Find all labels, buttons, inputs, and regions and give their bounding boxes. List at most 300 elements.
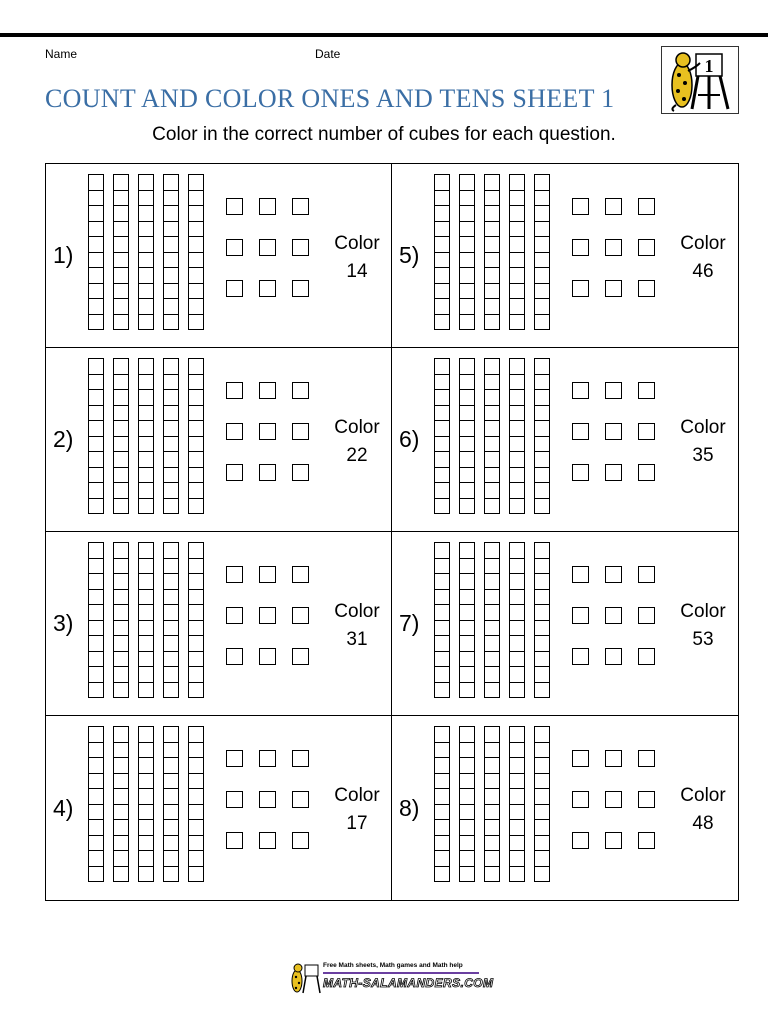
- rod-cube[interactable]: [113, 221, 129, 238]
- rod-cube[interactable]: [138, 651, 154, 668]
- rod-cube[interactable]: [434, 635, 450, 652]
- rod-cube[interactable]: [113, 620, 129, 637]
- rod-cube[interactable]: [484, 436, 500, 453]
- rod-cube[interactable]: [509, 819, 525, 836]
- rod-cube[interactable]: [459, 174, 475, 191]
- rod-cube[interactable]: [434, 835, 450, 852]
- rod-cube[interactable]: [188, 726, 204, 743]
- rod-cube[interactable]: [113, 788, 129, 805]
- one-cube[interactable]: [292, 239, 309, 256]
- rod-cube[interactable]: [434, 436, 450, 453]
- one-cube[interactable]: [226, 607, 243, 624]
- one-cube[interactable]: [292, 280, 309, 297]
- rod-cube[interactable]: [534, 283, 550, 300]
- one-cube[interactable]: [605, 791, 622, 808]
- rod-cube[interactable]: [113, 573, 129, 590]
- rod-cube[interactable]: [484, 620, 500, 637]
- rod-cube[interactable]: [459, 451, 475, 468]
- rod-cube[interactable]: [459, 850, 475, 867]
- rod-cube[interactable]: [509, 742, 525, 759]
- rod-cube[interactable]: [534, 620, 550, 637]
- rod-cube[interactable]: [88, 267, 104, 284]
- rod-cube[interactable]: [434, 573, 450, 590]
- rod-cube[interactable]: [188, 174, 204, 191]
- rod-cube[interactable]: [113, 374, 129, 391]
- rod-cube[interactable]: [138, 267, 154, 284]
- rod-cube[interactable]: [163, 726, 179, 743]
- rod-cube[interactable]: [163, 620, 179, 637]
- rod-cube[interactable]: [509, 604, 525, 621]
- rod-cube[interactable]: [434, 866, 450, 883]
- rod-cube[interactable]: [534, 835, 550, 852]
- rod-cube[interactable]: [88, 682, 104, 699]
- rod-cube[interactable]: [509, 420, 525, 437]
- rod-cube[interactable]: [459, 866, 475, 883]
- rod-cube[interactable]: [484, 190, 500, 207]
- rod-cube[interactable]: [113, 819, 129, 836]
- rod-cube[interactable]: [534, 374, 550, 391]
- rod-cube[interactable]: [434, 726, 450, 743]
- rod-cube[interactable]: [534, 726, 550, 743]
- rod-cube[interactable]: [434, 850, 450, 867]
- rod-cube[interactable]: [163, 682, 179, 699]
- rod-cube[interactable]: [459, 666, 475, 683]
- one-cube[interactable]: [259, 607, 276, 624]
- rod-cube[interactable]: [188, 804, 204, 821]
- rod-cube[interactable]: [188, 190, 204, 207]
- one-cube[interactable]: [259, 239, 276, 256]
- rod-cube[interactable]: [138, 604, 154, 621]
- rod-cube[interactable]: [88, 358, 104, 375]
- rod-cube[interactable]: [534, 174, 550, 191]
- rod-cube[interactable]: [484, 467, 500, 484]
- one-cube[interactable]: [605, 423, 622, 440]
- rod-cube[interactable]: [509, 666, 525, 683]
- rod-cube[interactable]: [113, 666, 129, 683]
- one-cube[interactable]: [292, 423, 309, 440]
- rod-cube[interactable]: [163, 773, 179, 790]
- rod-cube[interactable]: [484, 221, 500, 238]
- rod-cube[interactable]: [534, 558, 550, 575]
- rod-cube[interactable]: [88, 604, 104, 621]
- rod-cube[interactable]: [138, 190, 154, 207]
- rod-cube[interactable]: [88, 405, 104, 422]
- rod-cube[interactable]: [138, 374, 154, 391]
- one-cube[interactable]: [226, 464, 243, 481]
- rod-cube[interactable]: [459, 835, 475, 852]
- rod-cube[interactable]: [113, 498, 129, 515]
- rod-cube[interactable]: [88, 298, 104, 315]
- rod-cube[interactable]: [188, 651, 204, 668]
- rod-cube[interactable]: [113, 835, 129, 852]
- rod-cube[interactable]: [434, 804, 450, 821]
- rod-cube[interactable]: [534, 389, 550, 406]
- rod-cube[interactable]: [459, 221, 475, 238]
- rod-cube[interactable]: [88, 389, 104, 406]
- rod-cube[interactable]: [88, 190, 104, 207]
- rod-cube[interactable]: [88, 819, 104, 836]
- rod-cube[interactable]: [163, 374, 179, 391]
- rod-cube[interactable]: [484, 757, 500, 774]
- one-cube[interactable]: [226, 791, 243, 808]
- rod-cube[interactable]: [484, 498, 500, 515]
- rod-cube[interactable]: [484, 773, 500, 790]
- rod-cube[interactable]: [534, 542, 550, 559]
- rod-cube[interactable]: [188, 666, 204, 683]
- one-cube[interactable]: [638, 423, 655, 440]
- rod-cube[interactable]: [509, 788, 525, 805]
- rod-cube[interactable]: [459, 190, 475, 207]
- rod-cube[interactable]: [138, 726, 154, 743]
- rod-cube[interactable]: [459, 283, 475, 300]
- rod-cube[interactable]: [434, 174, 450, 191]
- one-cube[interactable]: [638, 648, 655, 665]
- rod-cube[interactable]: [138, 358, 154, 375]
- rod-cube[interactable]: [88, 451, 104, 468]
- rod-cube[interactable]: [163, 604, 179, 621]
- rod-cube[interactable]: [534, 757, 550, 774]
- rod-cube[interactable]: [113, 773, 129, 790]
- rod-cube[interactable]: [163, 221, 179, 238]
- rod-cube[interactable]: [88, 850, 104, 867]
- rod-cube[interactable]: [434, 451, 450, 468]
- rod-cube[interactable]: [434, 620, 450, 637]
- rod-cube[interactable]: [188, 682, 204, 699]
- rod-cube[interactable]: [88, 436, 104, 453]
- rod-cube[interactable]: [188, 467, 204, 484]
- rod-cube[interactable]: [88, 804, 104, 821]
- rod-cube[interactable]: [188, 298, 204, 315]
- rod-cube[interactable]: [188, 866, 204, 883]
- one-cube[interactable]: [259, 566, 276, 583]
- rod-cube[interactable]: [534, 267, 550, 284]
- rod-cube[interactable]: [138, 850, 154, 867]
- one-cube[interactable]: [605, 607, 622, 624]
- rod-cube[interactable]: [138, 682, 154, 699]
- one-cube[interactable]: [572, 648, 589, 665]
- rod-cube[interactable]: [138, 788, 154, 805]
- rod-cube[interactable]: [88, 788, 104, 805]
- rod-cube[interactable]: [509, 866, 525, 883]
- rod-cube[interactable]: [88, 420, 104, 437]
- rod-cube[interactable]: [509, 498, 525, 515]
- rod-cube[interactable]: [434, 604, 450, 621]
- one-cube[interactable]: [292, 382, 309, 399]
- one-cube[interactable]: [572, 464, 589, 481]
- one-cube[interactable]: [572, 566, 589, 583]
- rod-cube[interactable]: [484, 788, 500, 805]
- rod-cube[interactable]: [434, 651, 450, 668]
- one-cube[interactable]: [572, 198, 589, 215]
- rod-cube[interactable]: [484, 267, 500, 284]
- one-cube[interactable]: [572, 750, 589, 767]
- one-cube[interactable]: [259, 832, 276, 849]
- rod-cube[interactable]: [434, 542, 450, 559]
- rod-cube[interactable]: [163, 788, 179, 805]
- rod-cube[interactable]: [88, 726, 104, 743]
- rod-cube[interactable]: [188, 498, 204, 515]
- rod-cube[interactable]: [163, 190, 179, 207]
- rod-cube[interactable]: [509, 542, 525, 559]
- rod-cube[interactable]: [534, 358, 550, 375]
- rod-cube[interactable]: [484, 451, 500, 468]
- rod-cube[interactable]: [459, 467, 475, 484]
- rod-cube[interactable]: [434, 467, 450, 484]
- rod-cube[interactable]: [459, 804, 475, 821]
- rod-cube[interactable]: [459, 589, 475, 606]
- one-cube[interactable]: [259, 648, 276, 665]
- rod-cube[interactable]: [434, 420, 450, 437]
- rod-cube[interactable]: [138, 252, 154, 269]
- rod-cube[interactable]: [113, 804, 129, 821]
- rod-cube[interactable]: [534, 482, 550, 499]
- rod-cube[interactable]: [163, 866, 179, 883]
- rod-cube[interactable]: [188, 773, 204, 790]
- rod-cube[interactable]: [459, 205, 475, 222]
- one-cube[interactable]: [638, 239, 655, 256]
- rod-cube[interactable]: [484, 589, 500, 606]
- rod-cube[interactable]: [484, 358, 500, 375]
- rod-cube[interactable]: [138, 314, 154, 331]
- rod-cube[interactable]: [459, 819, 475, 836]
- one-cube[interactable]: [572, 423, 589, 440]
- rod-cube[interactable]: [188, 236, 204, 253]
- rod-cube[interactable]: [534, 866, 550, 883]
- rod-cube[interactable]: [138, 420, 154, 437]
- rod-cube[interactable]: [484, 314, 500, 331]
- one-cube[interactable]: [259, 750, 276, 767]
- one-cube[interactable]: [638, 566, 655, 583]
- rod-cube[interactable]: [138, 451, 154, 468]
- rod-cube[interactable]: [509, 835, 525, 852]
- one-cube[interactable]: [605, 198, 622, 215]
- rod-cube[interactable]: [138, 174, 154, 191]
- rod-cube[interactable]: [509, 190, 525, 207]
- rod-cube[interactable]: [434, 190, 450, 207]
- rod-cube[interactable]: [509, 298, 525, 315]
- rod-cube[interactable]: [113, 314, 129, 331]
- rod-cube[interactable]: [459, 788, 475, 805]
- rod-cube[interactable]: [138, 236, 154, 253]
- rod-cube[interactable]: [113, 190, 129, 207]
- rod-cube[interactable]: [509, 773, 525, 790]
- rod-cube[interactable]: [484, 298, 500, 315]
- rod-cube[interactable]: [113, 358, 129, 375]
- rod-cube[interactable]: [188, 389, 204, 406]
- rod-cube[interactable]: [534, 804, 550, 821]
- rod-cube[interactable]: [459, 252, 475, 269]
- rod-cube[interactable]: [484, 420, 500, 437]
- rod-cube[interactable]: [163, 666, 179, 683]
- rod-cube[interactable]: [509, 252, 525, 269]
- rod-cube[interactable]: [459, 298, 475, 315]
- rod-cube[interactable]: [88, 467, 104, 484]
- rod-cube[interactable]: [88, 205, 104, 222]
- rod-cube[interactable]: [163, 405, 179, 422]
- one-cube[interactable]: [259, 280, 276, 297]
- rod-cube[interactable]: [88, 757, 104, 774]
- rod-cube[interactable]: [88, 635, 104, 652]
- rod-cube[interactable]: [188, 221, 204, 238]
- one-cube[interactable]: [605, 648, 622, 665]
- rod-cube[interactable]: [509, 221, 525, 238]
- rod-cube[interactable]: [188, 757, 204, 774]
- rod-cube[interactable]: [534, 314, 550, 331]
- rod-cube[interactable]: [113, 389, 129, 406]
- rod-cube[interactable]: [509, 174, 525, 191]
- rod-cube[interactable]: [459, 389, 475, 406]
- rod-cube[interactable]: [534, 298, 550, 315]
- rod-cube[interactable]: [113, 542, 129, 559]
- rod-cube[interactable]: [434, 819, 450, 836]
- rod-cube[interactable]: [113, 405, 129, 422]
- rod-cube[interactable]: [163, 482, 179, 499]
- rod-cube[interactable]: [434, 267, 450, 284]
- rod-cube[interactable]: [188, 604, 204, 621]
- one-cube[interactable]: [292, 750, 309, 767]
- rod-cube[interactable]: [188, 620, 204, 637]
- one-cube[interactable]: [226, 648, 243, 665]
- rod-cube[interactable]: [188, 420, 204, 437]
- rod-cube[interactable]: [509, 283, 525, 300]
- rod-cube[interactable]: [163, 358, 179, 375]
- rod-cube[interactable]: [459, 358, 475, 375]
- rod-cube[interactable]: [534, 850, 550, 867]
- one-cube[interactable]: [292, 464, 309, 481]
- rod-cube[interactable]: [138, 742, 154, 759]
- one-cube[interactable]: [292, 648, 309, 665]
- rod-cube[interactable]: [88, 742, 104, 759]
- one-cube[interactable]: [605, 382, 622, 399]
- rod-cube[interactable]: [509, 405, 525, 422]
- rod-cube[interactable]: [188, 742, 204, 759]
- rod-cube[interactable]: [484, 252, 500, 269]
- rod-cube[interactable]: [434, 666, 450, 683]
- rod-cube[interactable]: [113, 436, 129, 453]
- rod-cube[interactable]: [113, 298, 129, 315]
- one-cube[interactable]: [638, 382, 655, 399]
- one-cube[interactable]: [605, 239, 622, 256]
- one-cube[interactable]: [226, 566, 243, 583]
- rod-cube[interactable]: [534, 205, 550, 222]
- rod-cube[interactable]: [88, 482, 104, 499]
- rod-cube[interactable]: [434, 757, 450, 774]
- rod-cube[interactable]: [484, 850, 500, 867]
- one-cube[interactable]: [638, 280, 655, 297]
- rod-cube[interactable]: [459, 420, 475, 437]
- rod-cube[interactable]: [434, 405, 450, 422]
- rod-cube[interactable]: [534, 405, 550, 422]
- rod-cube[interactable]: [113, 467, 129, 484]
- rod-cube[interactable]: [163, 542, 179, 559]
- rod-cube[interactable]: [138, 804, 154, 821]
- rod-cube[interactable]: [509, 205, 525, 222]
- rod-cube[interactable]: [509, 651, 525, 668]
- rod-cube[interactable]: [88, 374, 104, 391]
- rod-cube[interactable]: [484, 804, 500, 821]
- one-cube[interactable]: [259, 423, 276, 440]
- rod-cube[interactable]: [509, 635, 525, 652]
- one-cube[interactable]: [259, 198, 276, 215]
- rod-cube[interactable]: [138, 589, 154, 606]
- rod-cube[interactable]: [534, 819, 550, 836]
- rod-cube[interactable]: [434, 498, 450, 515]
- rod-cube[interactable]: [163, 498, 179, 515]
- rod-cube[interactable]: [188, 358, 204, 375]
- rod-cube[interactable]: [138, 866, 154, 883]
- rod-cube[interactable]: [113, 558, 129, 575]
- one-cube[interactable]: [226, 832, 243, 849]
- rod-cube[interactable]: [113, 604, 129, 621]
- rod-cube[interactable]: [459, 726, 475, 743]
- rod-cube[interactable]: [459, 573, 475, 590]
- rod-cube[interactable]: [88, 283, 104, 300]
- rod-cube[interactable]: [113, 174, 129, 191]
- rod-cube[interactable]: [484, 482, 500, 499]
- rod-cube[interactable]: [509, 374, 525, 391]
- one-cube[interactable]: [259, 791, 276, 808]
- rod-cube[interactable]: [138, 773, 154, 790]
- rod-cube[interactable]: [163, 436, 179, 453]
- rod-cube[interactable]: [163, 558, 179, 575]
- rod-cube[interactable]: [138, 573, 154, 590]
- rod-cube[interactable]: [434, 482, 450, 499]
- rod-cube[interactable]: [509, 314, 525, 331]
- rod-cube[interactable]: [534, 252, 550, 269]
- rod-cube[interactable]: [484, 236, 500, 253]
- rod-cube[interactable]: [163, 742, 179, 759]
- one-cube[interactable]: [638, 832, 655, 849]
- rod-cube[interactable]: [138, 389, 154, 406]
- rod-cube[interactable]: [138, 498, 154, 515]
- rod-cube[interactable]: [434, 314, 450, 331]
- one-cube[interactable]: [572, 791, 589, 808]
- rod-cube[interactable]: [484, 635, 500, 652]
- one-cube[interactable]: [572, 832, 589, 849]
- rod-cube[interactable]: [434, 374, 450, 391]
- rod-cube[interactable]: [188, 283, 204, 300]
- rod-cube[interactable]: [434, 205, 450, 222]
- rod-cube[interactable]: [459, 620, 475, 637]
- rod-cube[interactable]: [88, 558, 104, 575]
- rod-cube[interactable]: [434, 221, 450, 238]
- one-cube[interactable]: [572, 382, 589, 399]
- rod-cube[interactable]: [188, 835, 204, 852]
- rod-cube[interactable]: [434, 589, 450, 606]
- one-cube[interactable]: [292, 791, 309, 808]
- rod-cube[interactable]: [509, 589, 525, 606]
- one-cube[interactable]: [226, 198, 243, 215]
- rod-cube[interactable]: [534, 651, 550, 668]
- rod-cube[interactable]: [484, 542, 500, 559]
- rod-cube[interactable]: [534, 467, 550, 484]
- rod-cube[interactable]: [88, 773, 104, 790]
- rod-cube[interactable]: [88, 221, 104, 238]
- rod-cube[interactable]: [509, 757, 525, 774]
- rod-cube[interactable]: [163, 252, 179, 269]
- rod-cube[interactable]: [509, 850, 525, 867]
- rod-cube[interactable]: [113, 482, 129, 499]
- rod-cube[interactable]: [138, 620, 154, 637]
- rod-cube[interactable]: [113, 757, 129, 774]
- rod-cube[interactable]: [459, 773, 475, 790]
- rod-cube[interactable]: [534, 788, 550, 805]
- rod-cube[interactable]: [459, 604, 475, 621]
- one-cube[interactable]: [638, 464, 655, 481]
- rod-cube[interactable]: [188, 374, 204, 391]
- rod-cube[interactable]: [88, 236, 104, 253]
- rod-cube[interactable]: [434, 283, 450, 300]
